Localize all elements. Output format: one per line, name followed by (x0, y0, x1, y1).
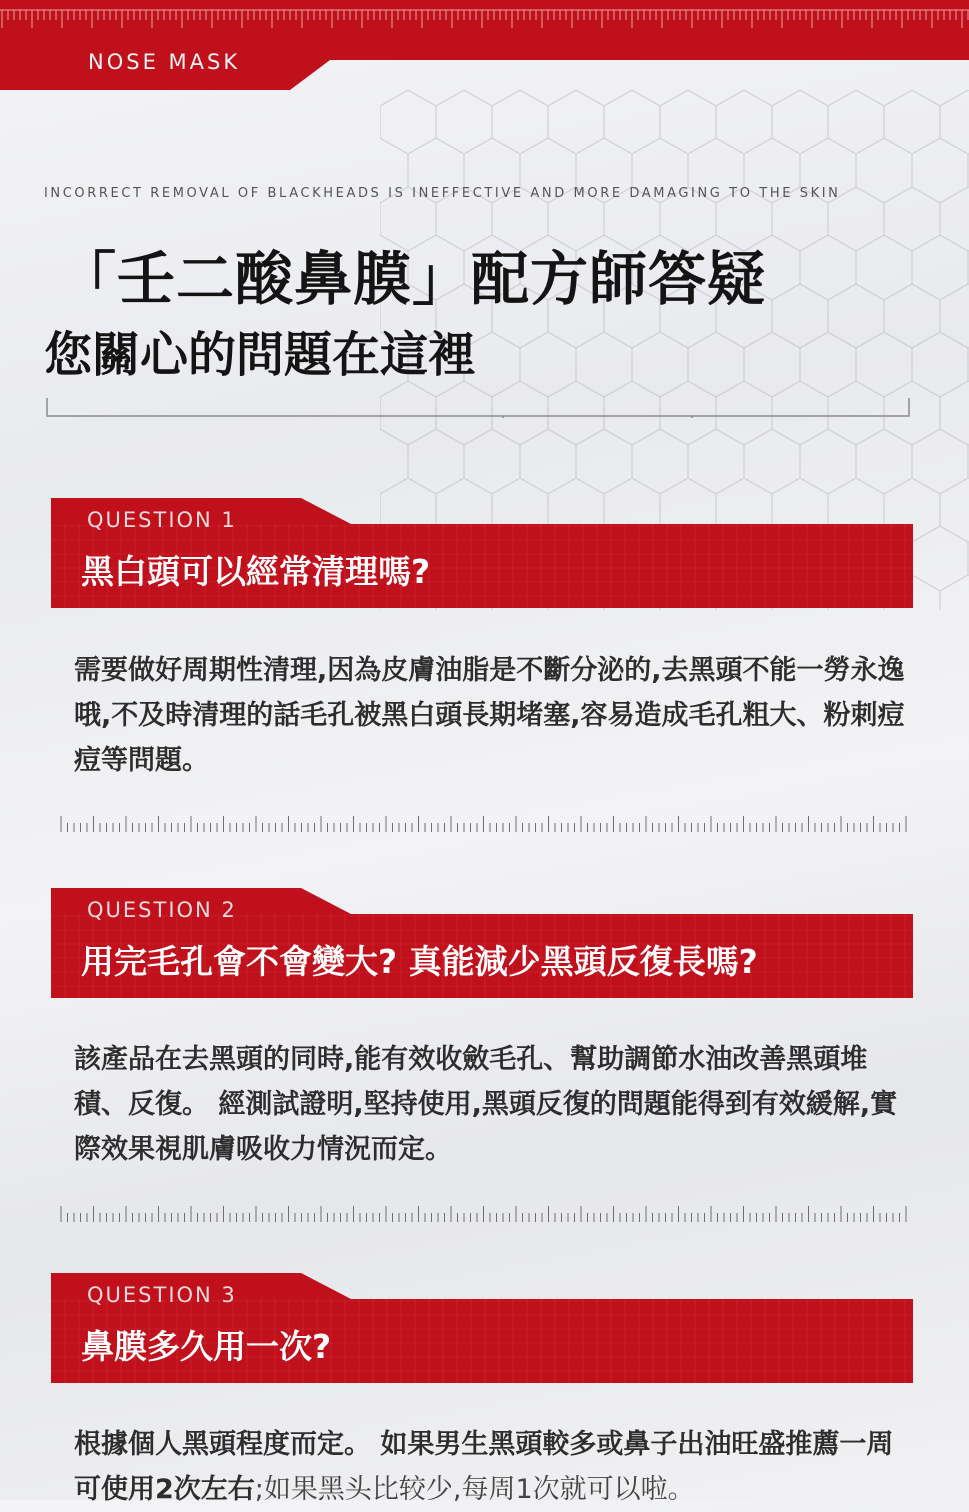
tagline: INCORRECT REMOVAL OF BLACKHEADS IS INEFFECTIVE AND MORE DAMAGING TO THE SKIN (44, 186, 841, 201)
question-title: 黑白頭可以經常清理嗎? (81, 552, 431, 591)
top-banner (0, 0, 969, 90)
question-2-banner (51, 888, 913, 1000)
answer-main: 根據個人黑頭程度而定。 如果男生黑頭較多或鼻子出油旺盛推薦一周可使用2次左右 (74, 1429, 894, 1505)
answer-text: 該產品在去黑頭的同時,能有效收斂毛孔、幫助調節水油改善黑頭堆積、反復。 經測試證明,堅持使用,黑頭反復的問題能得到有效緩解,實際效果視肌膚吸收力情況而定。 (74, 1044, 898, 1165)
question-title: 鼻膜多久用一次? (81, 1327, 332, 1366)
answer-text (74, 1422, 914, 1512)
question-label: QUESTION 3 (87, 1283, 237, 1307)
divider-bracket (46, 398, 910, 418)
question-title: 用完毛孔會不會變大? 真能減少黑頭反復長嗎? (81, 942, 758, 981)
page-subtitle: 您關心的問題在這裡 (44, 327, 477, 383)
page-title: 「壬二酸鼻膜」配方師答疑 (58, 245, 767, 313)
question-3-banner (51, 1273, 913, 1385)
answer-tail: ;如果黑头比较少,每周1次就可以啦。 (254, 1474, 695, 1505)
answer-text: 需要做好周期性清理,因為皮膚油脂是不斷分泌的,去黑頭不能一勞永逸哦,不及時清理的話毛孔被黑白頭長期堵塞,容易造成毛孔粗大、粉刺痘痘等問題。 (74, 655, 905, 776)
question-label: QUESTION 1 (87, 508, 237, 532)
question-1-banner (51, 498, 913, 610)
ruler-divider (60, 816, 908, 834)
ruler-divider (60, 1206, 908, 1224)
brand-label: NOSE MASK (88, 50, 241, 74)
question-label: QUESTION 2 (87, 898, 237, 922)
